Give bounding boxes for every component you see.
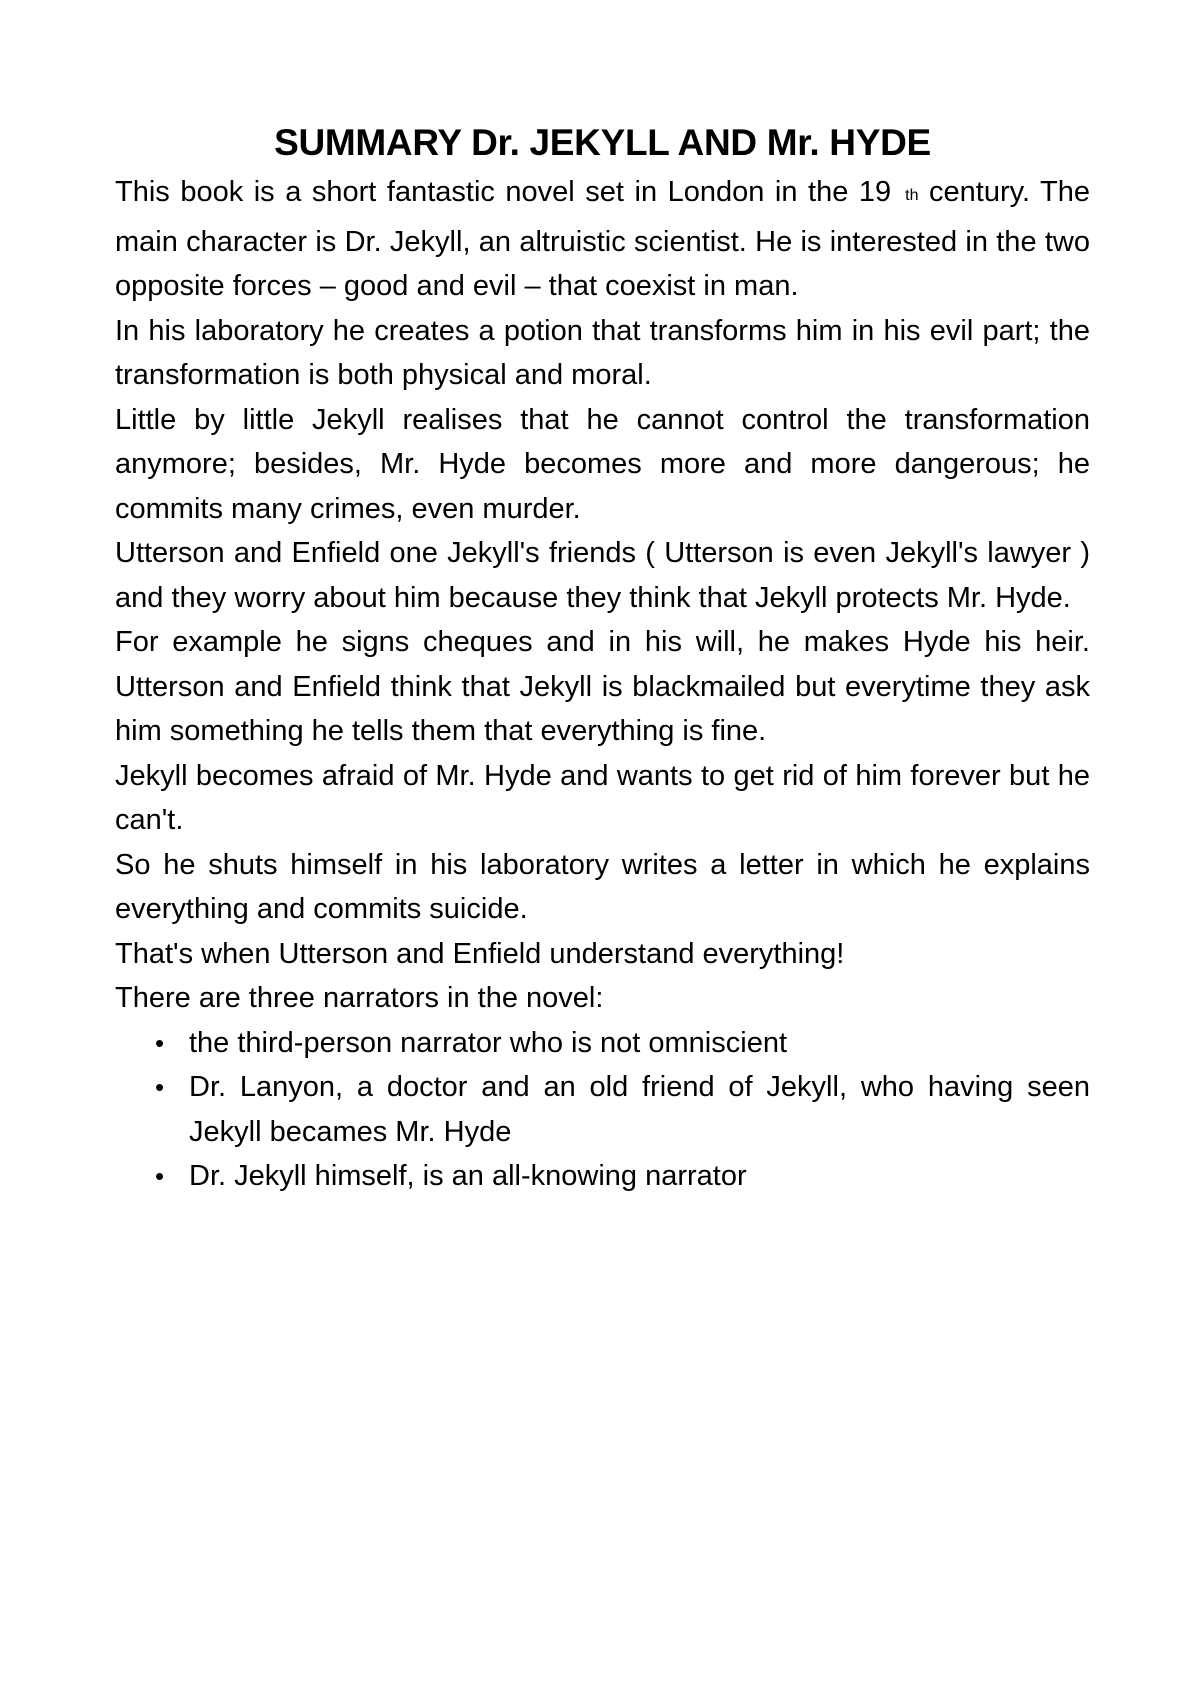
paragraph-cheques: For example he signs cheques and in his will, he makes Hyde his heir. Utterson and Enfield think that Jekyll is blackmailed but everytime they ask him something he tells them that everything is fine. [115, 626, 1090, 747]
list-item-text: Dr. Jekyll himself, is an all-knowing narrator [189, 1160, 747, 1192]
list-item [115, 1065, 1090, 1154]
intro-text: This book is a short fantastic novel set in London in the 19 [115, 176, 892, 208]
list-item [115, 1154, 1090, 1199]
narrators-list [115, 1021, 1090, 1199]
paragraph-potion: In his laboratory he creates a potion that transforms him in his evil part; the transformation is both physical and moral. [115, 314, 1090, 391]
bullet-icon: • [155, 1027, 165, 1058]
document-body [115, 118, 1090, 1199]
bullet-icon: • [155, 1161, 165, 1191]
paragraph-narrators-intro: There are three narrators in the novel: [115, 982, 604, 1014]
paragraph-friends: Utterson and Enfield one Jekyll's friends ( Utterson is even Jekyll's lawyer ) and they worry about him because they think that Jekyll protects Mr. Hyde. [115, 537, 1090, 614]
list-item-text: the third-person narrator who is not omniscient [189, 1026, 788, 1059]
list-item [115, 1021, 1090, 1066]
paragraph-transformation: Little by little Jekyll realises that he cannot control the transformation anymore; besides, Mr. Hyde becomes more and more dangerous; he commits many crimes, even murder. [115, 403, 1090, 525]
document-title: SUMMARY Dr. JEKYLL AND Mr. HYDE [274, 122, 931, 163]
intro-text-rest: century. The main character is Dr. Jekyll, an altruistic scientist. He is interested in the two opposite forces – good and evil – that coexist in man. [115, 176, 1091, 302]
paragraph-understand: That's when Utterson and Enfield understand everything! [115, 937, 845, 970]
bullet-icon: • [155, 1072, 165, 1102]
list-item-text: Dr. Lanyon, a doctor and an old friend of Jekyll, who having seen Jekyll becames Mr. Hyde [189, 1071, 1090, 1148]
intro-paragraph [115, 170, 1090, 309]
paragraph-afraid: Jekyll becomes afraid of Mr. Hyde and wants to get rid of him forever but he can't. [115, 759, 1090, 836]
ordinal-suffix: th [905, 187, 919, 204]
paragraph-suicide: So he shuts himself in his laboratory writes a letter in which he explains everything and commits suicide. [115, 848, 1090, 925]
